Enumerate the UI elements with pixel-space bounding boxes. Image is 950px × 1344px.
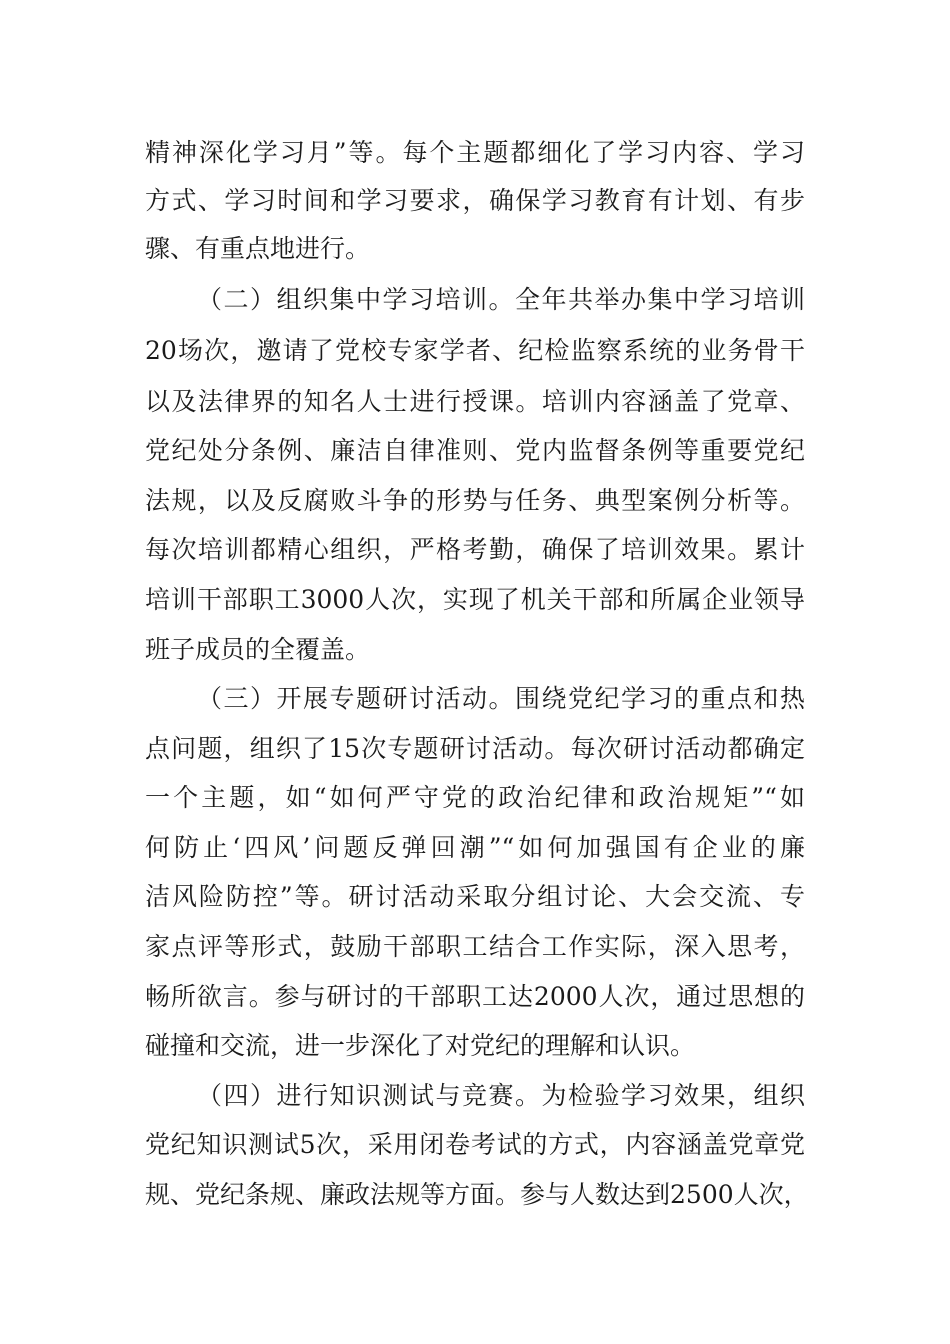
text-line: 畅所欲言。参与研讨的干部职工达2000人次，通过思想的 — [145, 982, 805, 1011]
text-line: 碰撞和交流，进一步深化了对党纪的理解和认识。 — [145, 1031, 696, 1060]
text-line: 党纪处分条例、廉洁自律准则、党内监督条例等重要党纪 — [145, 436, 805, 465]
text-line: 点问题，组织了15次专题研讨活动。每次研讨活动都确定 — [145, 734, 805, 763]
text-line: 骤、有重点地进行。 — [145, 234, 371, 263]
text-line: 精神深化学习月”等。每个主题都细化了学习内容、学习 — [145, 138, 805, 167]
text-line: 洁风险防控”等。研讨活动采取分组讨论、大会交流、专 — [145, 882, 805, 911]
text-line: 党纪知识测试5次，采用闭卷考试的方式，内容涵盖党章党 — [145, 1130, 805, 1159]
text-line: 20场次，邀请了党校专家学者、纪检监察系统的业务骨干 — [145, 336, 805, 365]
text-line: 培训干部职工3000人次，实现了机关干部和所属企业领导 — [145, 585, 805, 614]
text-line: 规、党纪条规、廉政法规等方面。参与人数达到2500人次， — [145, 1180, 809, 1209]
text-line: 家点评等形式，鼓励干部职工结合工作实际，深入思考， — [145, 932, 805, 961]
text-line: 班子成员的全覆盖。 — [145, 635, 371, 664]
text-line: 法规，以及反腐败斗争的形势与任务、典型案例分析等。 — [145, 486, 805, 515]
paragraph-heading-line: （二）组织集中学习培训。全年共举办集中学习培训 — [197, 285, 805, 314]
text-line: 何防止‘四风’问题反弹回潮”“如何加强国有企业的廉 — [145, 833, 805, 862]
paragraph-heading-line: （三）开展专题研讨活动。围绕党纪学习的重点和热 — [197, 684, 805, 713]
text-line: 每次培训都精心组织，严格考勤，确保了培训效果。累计 — [145, 535, 805, 564]
text-line: 一个主题，如“如何严守党的政治纪律和政治规矩”“如 — [145, 783, 805, 812]
text-line: 以及法律界的知名人士进行授课。培训内容涵盖了党章、 — [145, 387, 805, 416]
text-line: 方式、学习时间和学习要求，确保学习教育有计划、有步 — [145, 186, 805, 215]
paragraph-heading-line: （四）进行知识测试与竞赛。为检验学习效果，组织 — [197, 1081, 805, 1110]
